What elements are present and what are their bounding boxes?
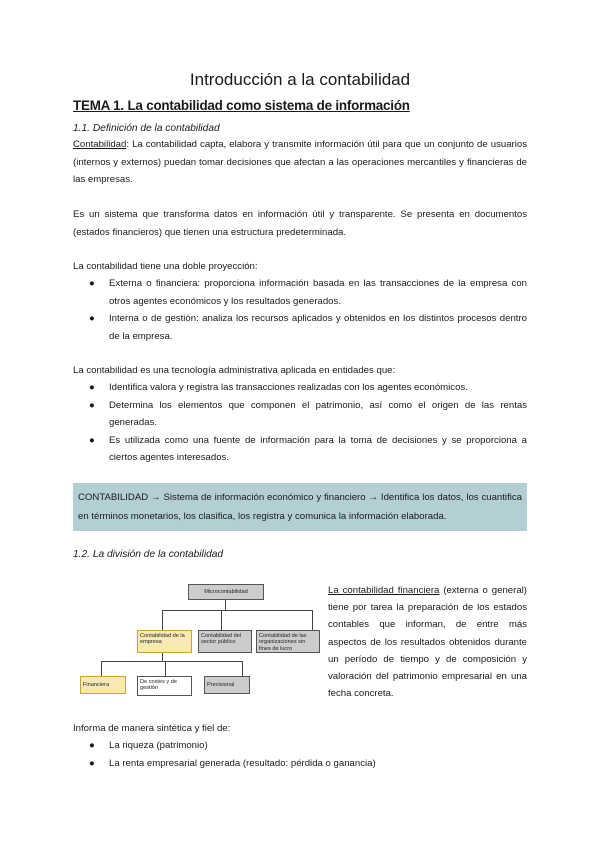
financial-text: (externa o general) tiene por tarea la preparación de los estados contables que informan, de entre más aspectos de los resultados obtenidos durante un período de tiempo y de composición y valoración del patrimonio empresarial en una fecha concreta. xyxy=(328,585,527,700)
diagram-node-sector-publico: Contabilidad del sector público xyxy=(198,630,252,653)
contabilidad-summary-box: CONTABILIDAD → Sistema de información económico y financiero → Identifica los datos, los cuantifica en términos monetarios, los clasifica, los registra y comunica la información elaborada. xyxy=(73,483,527,531)
technology-list xyxy=(73,379,527,467)
list-item: ● Interna o de gestión: analiza los recursos aplicados y obtenidos en los distintos procesos dentro de la empresa. xyxy=(73,310,527,345)
diagram-node-empresa: Contabilidad de la empresa xyxy=(137,630,192,653)
diagram-node-sin-fines-lucro: Contabilidad de las organizaciones sin fines de lucro xyxy=(256,630,320,653)
connector-line xyxy=(162,610,312,611)
connector-line xyxy=(225,600,226,610)
connector-line xyxy=(162,653,163,661)
diagram-node-root: Microcontabilidad xyxy=(188,584,264,600)
list-item: ● La riqueza (patrimonio) xyxy=(73,737,527,755)
definition-paragraph xyxy=(73,136,527,189)
section-heading-1-1: 1.1. Definición de la contabilidad xyxy=(73,123,220,134)
bullet-icon: ● xyxy=(89,313,95,324)
financial-term: La contabilidad financiera xyxy=(328,585,440,596)
double-projection-list xyxy=(73,275,527,345)
list-item: ● Determina los elementos que componen el patrimonio, así como el origen de las rentas generadas. xyxy=(73,397,527,432)
diagram-node-costes-gestion: De costes y de gestión xyxy=(137,676,192,696)
bullet-icon: ● xyxy=(89,740,95,751)
connector-line xyxy=(101,661,102,676)
connector-line xyxy=(165,661,166,676)
tema-heading: TEMA 1. La contabilidad como sistema de información xyxy=(73,98,410,113)
contabilidad-division-diagram xyxy=(73,577,323,715)
diagram-node-previsional: Previsional xyxy=(204,676,250,694)
connector-line xyxy=(242,661,243,676)
list-item: ● La renta empresarial generada (resultado: pérdida o ganancia) xyxy=(73,755,527,773)
diagram-node-financiera: Financiera xyxy=(80,676,126,694)
section-heading-1-2: 1.2. La división de la contabilidad xyxy=(73,549,224,560)
connector-line xyxy=(221,610,222,630)
connector-line xyxy=(101,661,242,662)
financial-accounting-paragraph xyxy=(328,582,527,702)
connector-line xyxy=(162,610,163,630)
bullet-icon: ● xyxy=(89,434,95,446)
double-projection-paragraph: La contabilidad tiene una doble proyección: xyxy=(73,261,258,272)
bullet-icon: ● xyxy=(89,278,95,289)
bullet-icon: ● xyxy=(89,382,95,393)
list-item: ● Es utilizada como una fuente de información para la toma de decisiones y se proporciona a ciertos agentes interesados. xyxy=(73,432,527,467)
inform-list xyxy=(73,737,527,772)
document-title: Introducción a la contabilidad xyxy=(189,70,411,89)
system-paragraph: Es un sistema que transforma datos en información útil y transparente. Se presenta en documentos (estados financieros) que tienen una estructura predeterminada. xyxy=(73,209,527,238)
definition-text: : La contabilidad capta, elabora y transmite información útil para que un conjunto de usuarios (internos y externos) puedan tomar decisiones que afectan a las operaciones mercantiles y financieras de las empresas. xyxy=(73,139,527,185)
inform-paragraph: Informa de manera sintética y fiel de: xyxy=(73,723,231,734)
list-item: ● Externa o financiera: proporciona información basada en las transacciones de la empresa con otros agentes económicos y los resultados generados. xyxy=(73,275,527,310)
bullet-icon: ● xyxy=(89,757,95,769)
connector-line xyxy=(312,610,313,630)
technology-paragraph: La contabilidad es una tecnología administrativa aplicada en entidades que: xyxy=(73,365,396,376)
list-item: ● Identifica valora y registra las transacciones realizadas con los agentes económicos. xyxy=(73,379,527,397)
definition-term: Contabilidad xyxy=(73,139,127,150)
bullet-icon: ● xyxy=(89,399,95,411)
